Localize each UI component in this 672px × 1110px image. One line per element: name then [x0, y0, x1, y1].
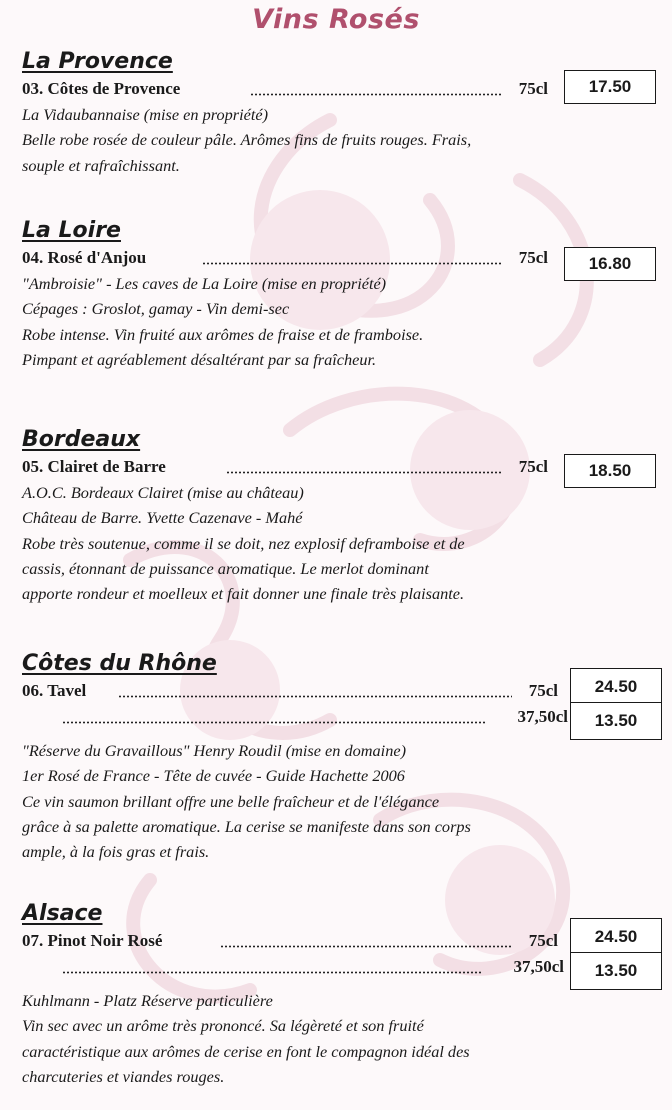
section-bordeaux — [22, 426, 662, 606]
wine-name: 04. Rosé d'Anjou — [22, 248, 147, 267]
leader-dots — [220, 928, 512, 950]
leader-dots — [62, 704, 486, 726]
section-alsace — [22, 900, 662, 1089]
section-cotes-du-rhone — [22, 650, 662, 864]
wine-volume: 75cl — [518, 457, 548, 476]
wine-description: La Vidaubannaise (mise en propriété) Belle robe rosée de couleur pâle. Arômes fins de fruits rouges. Frais, souple et rafraîchissant. — [22, 105, 472, 175]
wine-description: A.O.C. Bordeaux Clairet (mise au château) Château de Barre. Yvette Cazenave - Mahé Robe très soutenue, comme il se doit, nez explosif deframboise et de cassis, étonnant de puissance aromatique. Le merlot dominant apporte rondeur et moelleux et fait donner une finale très plaisante. — [22, 483, 465, 604]
region-heading: Alsace — [22, 901, 103, 926]
leader-dots — [62, 954, 482, 976]
region-heading: La Loire — [22, 218, 121, 243]
wine-description: "Réserve du Gravaillous" Henry Roudil (mise en domaine) 1er Rosé de France - Tête de cuvée - Guide Hachette 2006 Ce vin saumon brillant offre une belle fraîcheur et de l'élégance grâce à sa palette aromatique. La cerise se manifeste dans son corps ample, à la fois gras et frais. — [22, 741, 471, 862]
price-box: 13.50 — [570, 702, 662, 740]
wine-volume: 75cl — [528, 931, 558, 950]
wine-line — [22, 454, 662, 480]
price-box: 24.50 — [570, 918, 662, 956]
wine-volume: 37,50cl — [517, 707, 568, 726]
wine-line — [22, 76, 662, 102]
leader-dots — [118, 678, 512, 700]
wine-line — [22, 245, 662, 271]
leader-dots — [250, 76, 502, 98]
wine-name: 07. Pinot Noir Rosé — [22, 931, 163, 950]
menu-title: Vins Rosés — [252, 4, 420, 35]
wine-description: "Ambroisie" - Les caves de La Loire (mise en propriété) Cépages : Groslot, gamay - Vin demi-sec Robe intense. Vin fruité aux arômes de fraise et de framboise. Pimpant et agréablement désaltérant par sa fraîcheur. — [22, 274, 424, 369]
section-loire — [22, 217, 662, 372]
price-box: 24.50 — [570, 668, 662, 706]
leader-dots — [226, 454, 502, 476]
region-heading: La Provence — [22, 49, 173, 74]
wine-name: 06. Tavel — [22, 681, 87, 700]
leader-dots — [202, 245, 502, 267]
price-box: 18.50 — [564, 454, 656, 488]
wine-volume: 75cl — [518, 248, 548, 267]
wine-line — [22, 928, 662, 954]
price-box: 17.50 — [564, 70, 656, 104]
wine-description: Kuhlmann - Platz Réserve particulière Vin sec avec un arôme très prononcé. Sa légèreté et son fruité caractéristique aux arômes de cerise en font le compagnon idéal des charcuteries et viandes rouges. — [22, 991, 470, 1086]
wine-volume: 75cl — [528, 681, 558, 700]
price-box: 16.80 — [564, 247, 656, 281]
region-heading: Bordeaux — [22, 427, 141, 452]
wine-volume: 37,50cl — [513, 957, 564, 976]
price-box: 13.50 — [570, 952, 662, 990]
section-provence — [22, 48, 662, 178]
wine-name: 05. Clairet de Barre — [22, 457, 166, 476]
wine-line-half-bottle — [22, 704, 662, 730]
wine-line — [22, 678, 662, 704]
wine-volume: 75cl — [518, 79, 548, 98]
wine-name: 03. Côtes de Provence — [22, 79, 181, 98]
region-heading: Côtes du Rhône — [22, 651, 217, 676]
wine-line-half-bottle — [22, 954, 662, 980]
